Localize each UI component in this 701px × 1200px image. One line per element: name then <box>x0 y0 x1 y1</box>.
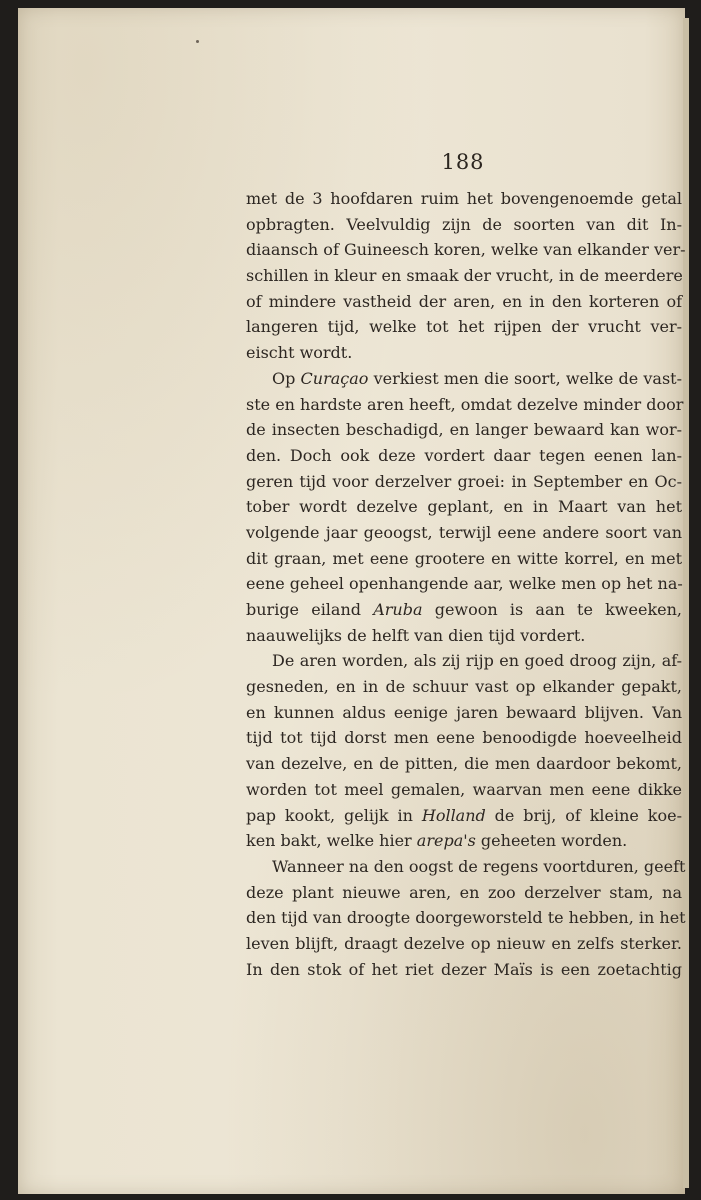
text-run: worden tot meel gemalen, waarvan men eene dikke <box>246 779 682 799</box>
text-run: leven blijft, draagt dezelve op nieuw en zelfs sterker. <box>246 933 682 953</box>
text-line <box>246 700 682 726</box>
text-line <box>246 212 682 238</box>
text-line <box>246 828 682 854</box>
text-run: dit graan, met eene grootere en witte korrel, en met <box>246 548 682 568</box>
text-run: of mindere vastheid der aren, en in den korteren of <box>246 291 682 311</box>
text-run: gesneden, en in de schuur vast op elkander gepakt, <box>246 677 682 697</box>
text-line <box>246 880 682 906</box>
text-line <box>246 366 682 392</box>
text-line <box>246 648 682 674</box>
text-run: schillen in kleur en smaak der vrucht, in de meerdere <box>246 266 683 286</box>
text-run: diaansch of Guineesch koren, welke van elkander ver- <box>246 240 686 260</box>
text-run: De aren worden, als zij rijp en goed droog zijn, af- <box>272 651 682 671</box>
text-run: eischt wordt. <box>246 343 353 363</box>
text-line <box>246 751 682 777</box>
text-line <box>246 957 682 983</box>
text-line <box>246 777 682 803</box>
text-line <box>246 854 686 880</box>
text-line <box>246 469 682 495</box>
text-line <box>246 289 682 315</box>
text-run: tober wordt dezelve geplant, en in Maart van het <box>246 497 682 517</box>
text-run: naauwelijks de helft van dien tijd vordert. <box>246 625 586 645</box>
page-number: 188 <box>441 150 485 174</box>
text-line <box>246 494 682 520</box>
italic-term: arepa's <box>416 831 476 851</box>
text-run: burige eiland <box>246 600 374 619</box>
text-run: ken bakt, welke hier <box>246 831 417 851</box>
text-line <box>246 314 682 340</box>
text-line <box>246 546 682 572</box>
text-run: tijd tot tijd dorst men eene benoodigde hoeveelheid <box>246 728 682 748</box>
text-run: Op <box>272 368 301 388</box>
text-line <box>246 417 682 443</box>
text-line <box>246 340 682 366</box>
italic-term: Curaçao <box>300 368 369 388</box>
text-run: deze plant nieuwe aren, en zoo derzelver stam, na <box>246 882 682 902</box>
text-run: ste en hardste aren heeft, omdat dezelve minder door <box>246 394 684 414</box>
text-run: en kunnen aldus eenige jaren bewaard blijven. Van <box>246 702 682 722</box>
text-run: pap kookt, gelijk in <box>246 805 422 825</box>
text-line <box>246 597 682 623</box>
text-run: van dezelve, en de pitten, die men daardoor bekomt, <box>246 754 682 774</box>
text-line <box>246 674 682 700</box>
text-line <box>246 186 682 212</box>
text-line <box>246 520 682 546</box>
text-line <box>246 263 682 289</box>
italic-term: Aruba <box>373 600 423 619</box>
text-run: de brij, of kleine koe- <box>485 805 683 825</box>
italic-term: Holland <box>421 805 486 825</box>
text-line <box>246 443 682 469</box>
text-line <box>246 905 686 931</box>
text-run: geren tijd voor derzelver groei: in September en Oc- <box>246 471 682 491</box>
text-run: den. Doch ook deze vordert daar tegen eenen lan- <box>246 445 682 465</box>
text-line <box>246 392 682 418</box>
text-run: volgende jaar geoogst, terwijl eene andere soort van <box>246 522 682 542</box>
body-text <box>246 186 686 982</box>
text-run: geheeten worden. <box>475 831 628 851</box>
text-line <box>246 571 682 597</box>
text-line <box>246 623 682 649</box>
text-run: gewoon is aan te kweeken, <box>422 600 682 619</box>
text-run: eene geheel openhangende aar, welke men op het na- <box>246 574 683 594</box>
page-edge <box>683 18 689 1188</box>
text-run: den tijd van droogte doorgeworsteld te hebben, in het <box>246 908 686 928</box>
text-run: Wanneer na den oogst de regens voortduren, geeft <box>272 856 686 876</box>
text-run: verkiest men die soort, welke de vast- <box>368 368 682 388</box>
text-line <box>246 803 682 829</box>
text-run: de insecten beschadigd, en langer bewaard kan wor- <box>246 420 682 440</box>
paper-speck <box>196 40 199 43</box>
text-line <box>246 931 682 957</box>
text-run: met de 3 hoofdaren ruim het bovengenoemde getal <box>246 189 682 208</box>
text-run: opbragten. Veelvuldig zijn de soorten van dit In- <box>246 214 682 234</box>
text-line <box>246 725 682 751</box>
text-run: langeren tijd, welke tot het rijpen der vrucht ver- <box>246 317 682 337</box>
text-run: In den stok of het riet dezer Maïs is een zoetachtig <box>246 959 682 979</box>
text-line <box>246 237 686 263</box>
book-page <box>18 8 685 1194</box>
